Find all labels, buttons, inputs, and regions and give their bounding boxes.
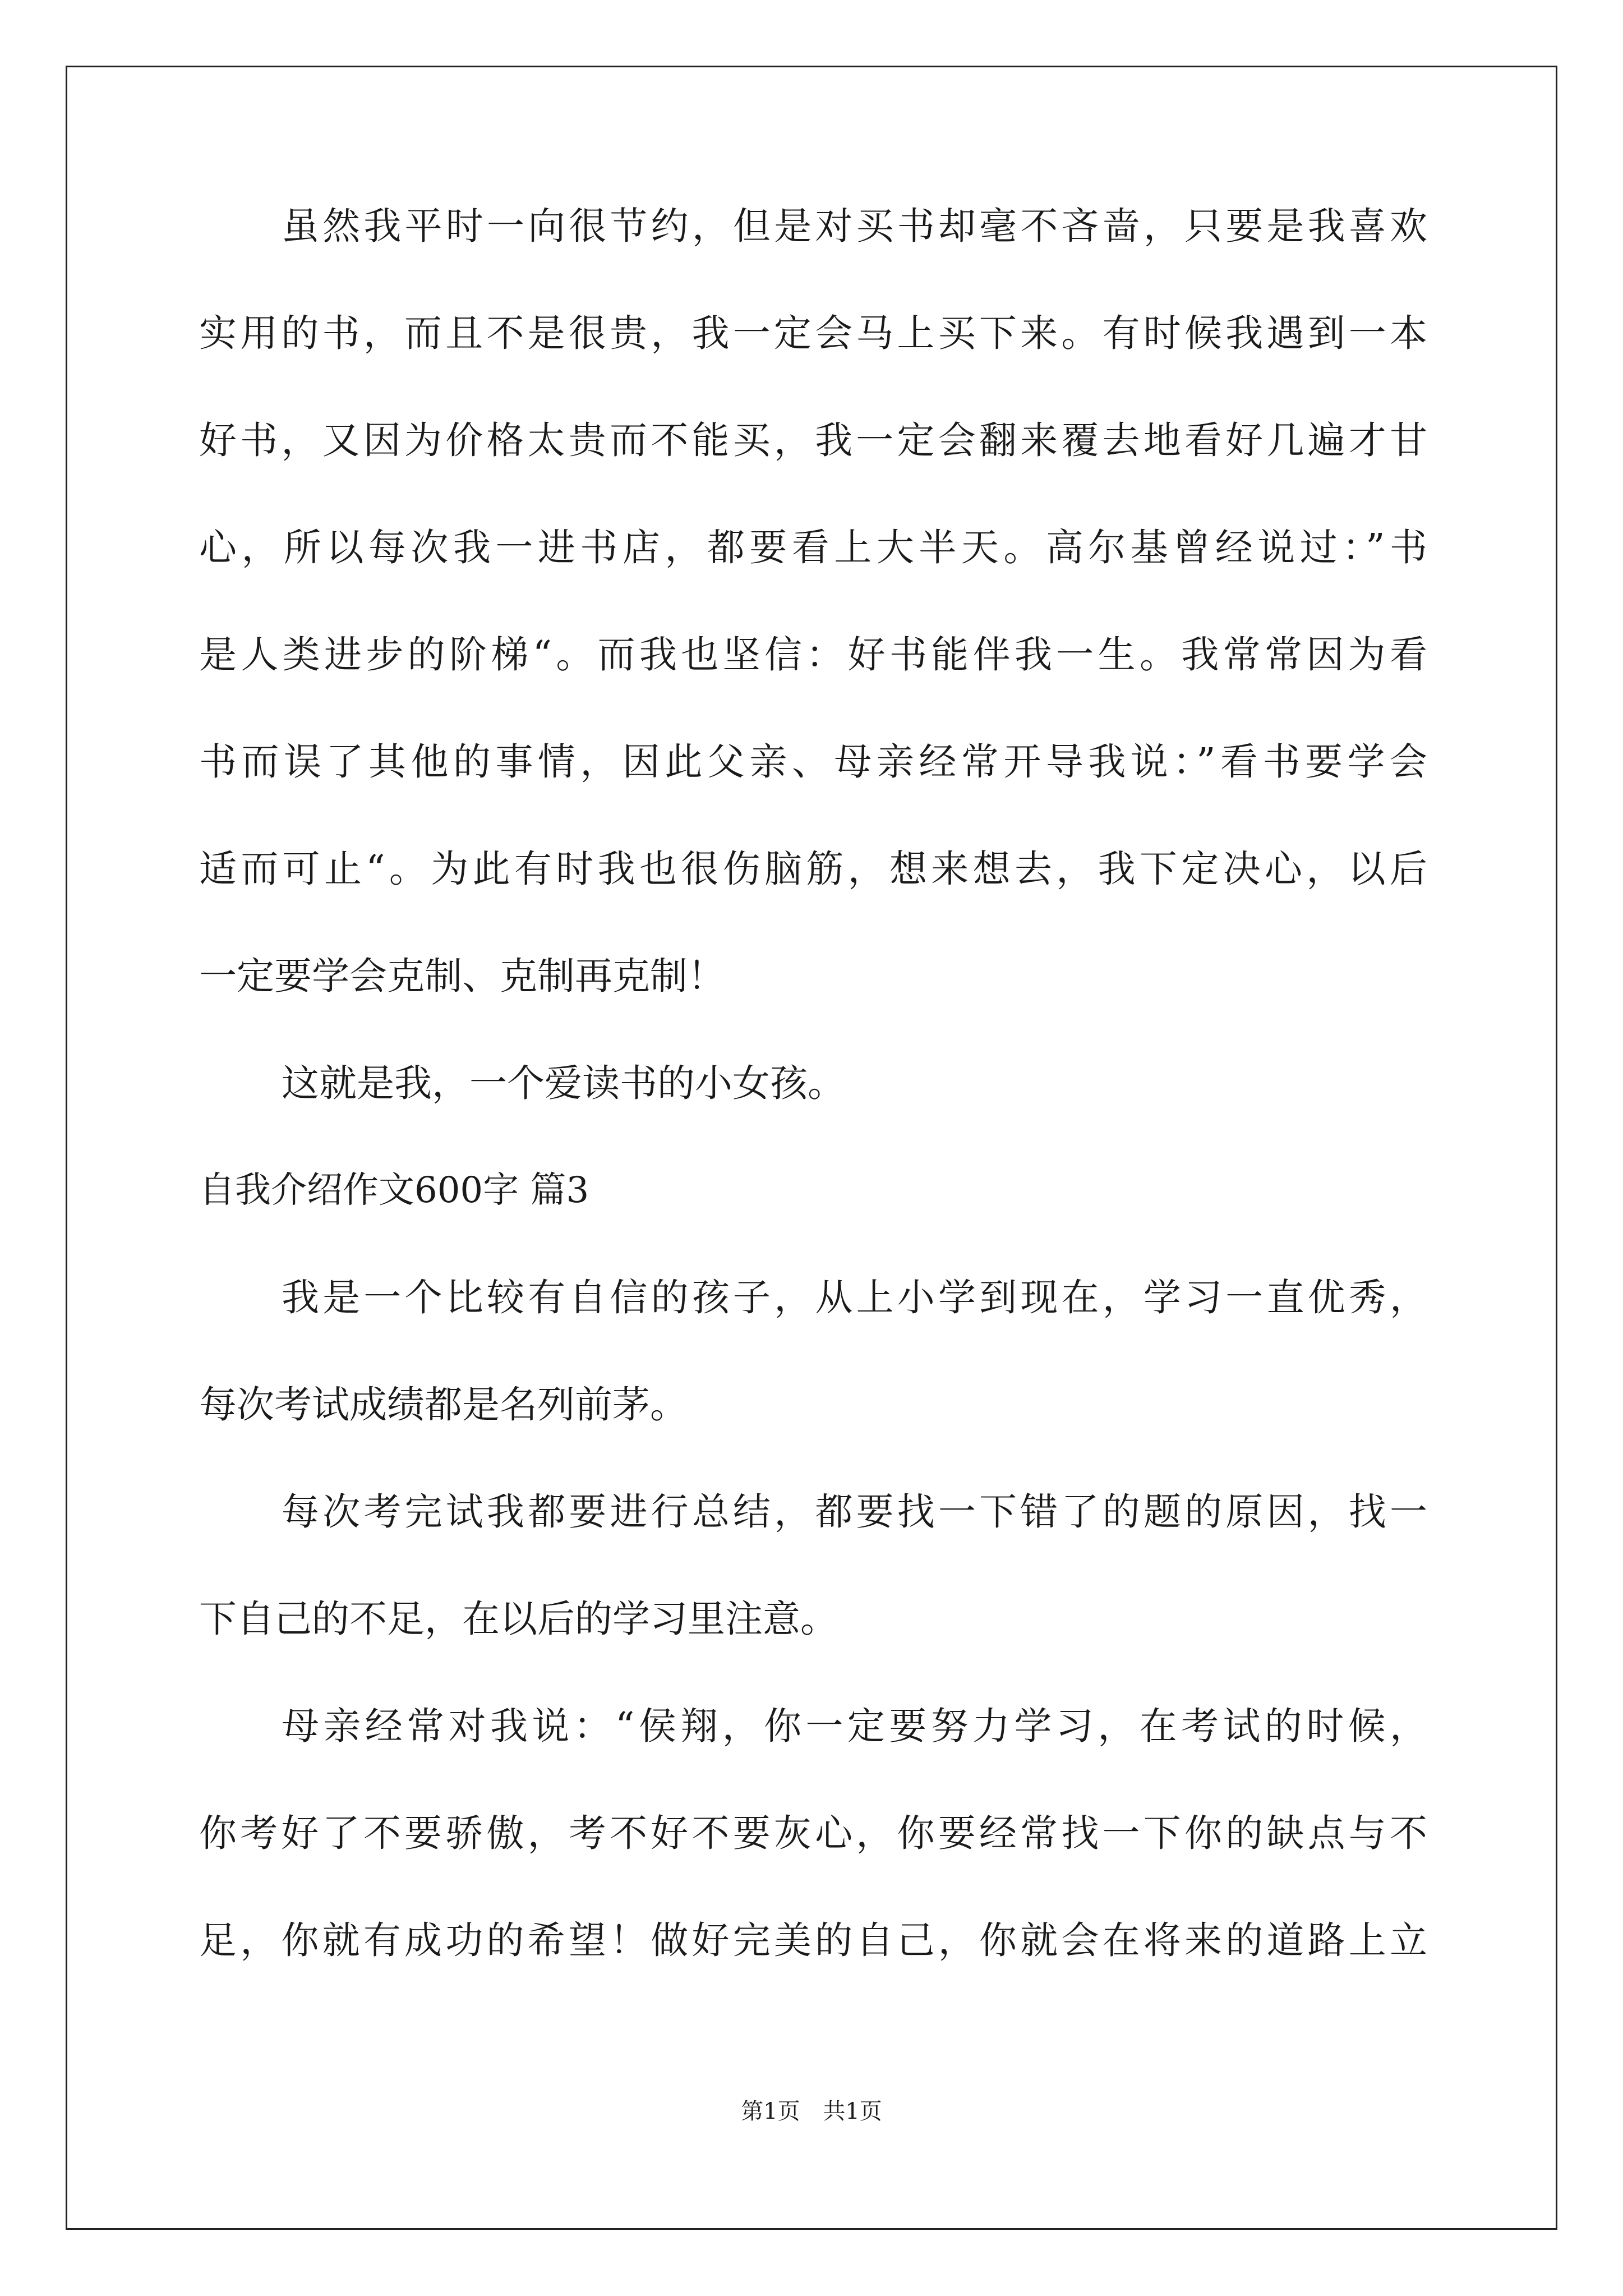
- paragraph-line: 适而可止“。为此有时我也很伤脑筋，想来想去，我下定决心，以后: [199, 847, 1427, 891]
- paragraph-line: 每次考完试我都要进行总结，都要找一下错了的题的原因，找一: [282, 1490, 1427, 1534]
- paragraph-line: 下自己的不足，在以后的学习里注意。: [199, 1597, 838, 1641]
- paragraph-line: 好书，又因为价格太贵而不能买，我一定会翻来覆去地看好几遍才甘: [199, 418, 1427, 462]
- page-number: 第1页: [741, 2099, 800, 2124]
- section-heading: 自我介绍作文600字 篇3: [199, 1170, 589, 1211]
- paragraph-line: 足，你就有成功的希望！做好完美的自己，你就会在将来的道路上立: [199, 1918, 1427, 1962]
- page-footer: [0, 2100, 1623, 2123]
- paragraph-line: 书而误了其他的事情，因此父亲、母亲经常开导我说：”看书要学会: [199, 740, 1427, 784]
- paragraph-line: 你考好了不要骄傲，考不好不要灰心，你要经常找一下你的缺点与不: [199, 1811, 1427, 1855]
- document-body: [199, 204, 1427, 2029]
- paragraph-line: 每次考试成绩都是名列前茅。: [199, 1383, 688, 1427]
- paragraph-line: 心，所以每次我一进书店，都要看上大半天。高尔基曾经说过：”书: [199, 526, 1427, 569]
- paragraph-line: 实用的书，而且不是很贵，我一定会马上买下来。有时候我遇到一本: [199, 311, 1427, 355]
- page-total: 共1页: [823, 2099, 882, 2124]
- paragraph-line: 我是一个比较有自信的孩子，从上小学到现在，学习一直优秀，: [282, 1276, 1427, 1319]
- paragraph-line: 是人类进步的阶梯“。而我也坚信：好书能伴我一生。我常常因为看: [199, 633, 1427, 677]
- paragraph-line: 一定要学会克制、克制再克制！: [199, 954, 725, 998]
- paragraph-line: 这就是我，一个爱读书的小女孩。: [282, 1061, 845, 1105]
- paragraph-line: 虽然我平时一向很节约，但是对买书却毫不吝啬，只要是我喜欢: [282, 204, 1427, 248]
- paragraph-line: 母亲经常对我说：“侯翔，你一定要努力学习，在考试的时候，: [282, 1704, 1427, 1748]
